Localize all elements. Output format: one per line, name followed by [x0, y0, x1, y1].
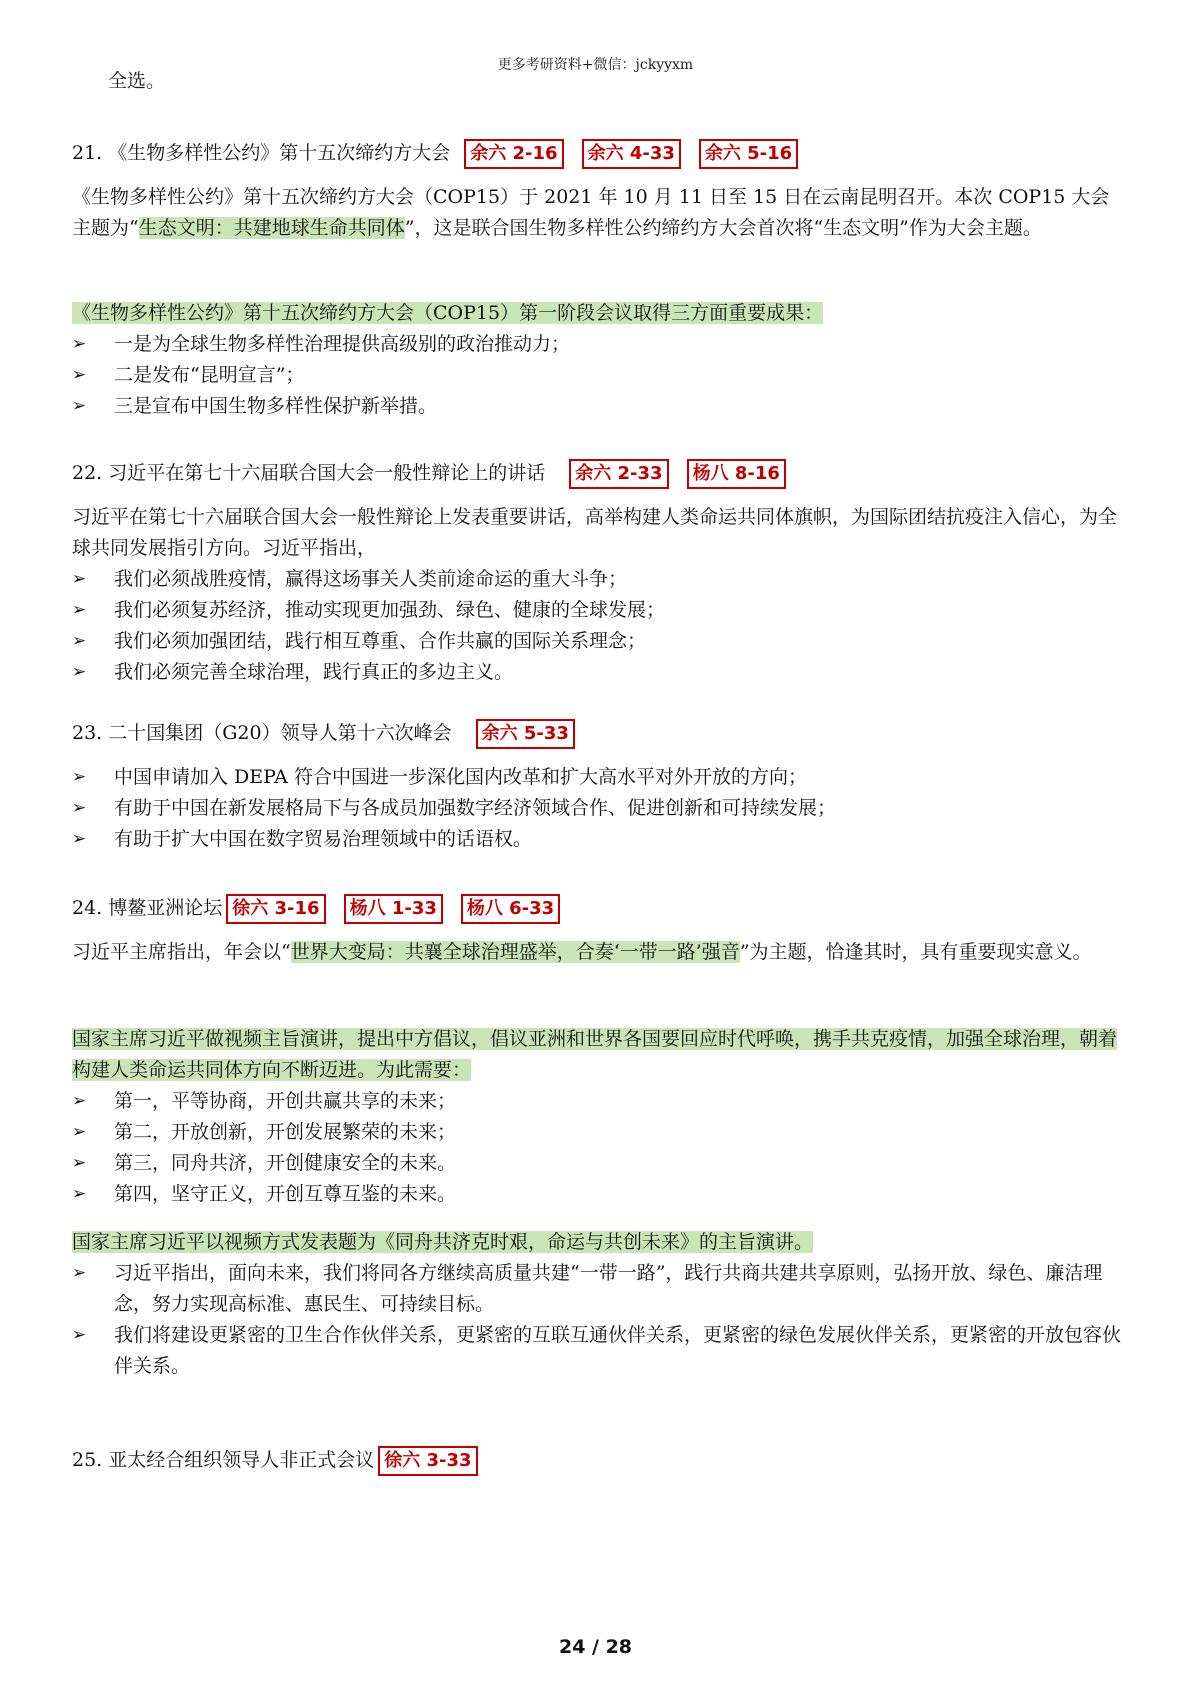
- tag-label: 徐六 3-16: [226, 894, 325, 924]
- section-21-results: [72, 298, 1122, 422]
- highlight-text: 国家主席习近平做视频主旨演讲，提出中方倡议，倡议亚洲和世界各国要回应时代呼唤，携手共克疫情，加强全球治理，朝着构建人类命运共同体方向不断迈进。为此需要：: [72, 1028, 1118, 1081]
- arrow-bullet-icon: ➢: [72, 1263, 87, 1283]
- list-item: ➢ 第四，坚守正义，开创互尊互鉴的未来。: [72, 1179, 1122, 1210]
- tag-label: 杨八 6-33: [461, 894, 560, 924]
- highlight-text: 《生物多样性公约》第十五次缔约方大会（COP15）第一阶段会议取得三方面重要成果：: [72, 302, 824, 324]
- arrow-bullet-icon: ➢: [72, 1153, 87, 1173]
- highlight-text: 生态文明：共建地球生命共同体: [138, 217, 405, 239]
- highlight-text: 世界大变局：共襄全球治理盛举，合奏‘一带一路’强音: [290, 941, 740, 963]
- arrow-bullet-icon: ➢: [72, 396, 87, 416]
- continuation-text: 全选。: [108, 70, 166, 92]
- section-title: 21. 《生物多样性公约》第十五次缔约方大会: [72, 142, 451, 164]
- section-24-speech: [72, 1024, 1122, 1210]
- highlight-text: 国家主席习近平以视频方式发表题为《同舟共济克时艰，命运与共创未来》的主旨演讲。: [72, 1231, 814, 1253]
- list-item: ➢ 我们必须复苏经济，推动实现更加强劲、绿色、健康的全球发展；: [72, 595, 1122, 626]
- section-23-heading: [72, 718, 1122, 749]
- tag-label: 余六 4-33: [582, 139, 681, 169]
- arrow-bullet-icon: ➢: [72, 798, 87, 818]
- list-item: ➢ 有助于扩大中国在数字贸易治理领域中的话语权。: [72, 824, 1122, 855]
- arrow-bullet-icon: ➢: [72, 767, 87, 787]
- arrow-bullet-icon: ➢: [72, 662, 87, 682]
- list-item: ➢ 一是为全球生物多样性治理提供高级别的政治推动力；: [72, 329, 1122, 360]
- section-24-paragraph: 习近平主席指出，年会以“世界大变局：共襄全球治理盛举，合奏‘一带一路’强音”为主题，恰逢其时，具有重要现实意义。: [72, 941, 1092, 963]
- section-21-heading: [72, 138, 1122, 169]
- list-item: ➢ 第三，同舟共济，开创健康安全的未来。: [72, 1148, 1122, 1179]
- page-number: 24 / 28: [558, 1636, 633, 1658]
- arrow-bullet-icon: ➢: [72, 334, 87, 354]
- arrow-bullet-icon: ➢: [72, 829, 87, 849]
- tag-label: 杨八 8-16: [687, 459, 786, 489]
- arrow-bullet-icon: ➢: [72, 631, 87, 651]
- list-item: ➢ 我们必须战胜疫情，赢得这场事关人类前途命运的重大斗争；: [72, 564, 1122, 595]
- arrow-bullet-icon: ➢: [72, 1325, 87, 1345]
- arrow-bullet-icon: ➢: [72, 365, 87, 385]
- section-22-body: 习近平在第七十六届联合国大会一般性辩论上发表重要讲话，高举构建人类命运共同体旗帜，为国际团结抗疫注入信心，为全球共同发展指引方向。习近平指出， ➢ 我们必须战胜疫情，赢得这场事关人类前途命运的重大斗争； ➢ 我们必须复苏经济，推动实现更加强劲、绿色、健康的全球发展； ➢ 我们必须加强团结，践行相互尊重、合作共赢的国际关系理念； ➢ 我们必须完善全球治理，践行真正的多边主义。: [72, 502, 1122, 688]
- section-title: 23. 二十国集团（G20）领导人第十六次峰会: [72, 722, 452, 744]
- list-item: ➢ 我们必须完善全球治理，践行真正的多边主义。: [72, 657, 1122, 688]
- tag-label: 徐六 3-33: [378, 1446, 477, 1476]
- arrow-bullet-icon: ➢: [72, 1122, 87, 1142]
- page-header: 更多考研资料+微信：jckyyxm: [497, 57, 694, 73]
- list-item: ➢ 有助于中国在新发展格局下与各成员加强数字经济领域合作、促进创新和可持续发展；: [72, 793, 1122, 824]
- section-22-heading: [72, 458, 1122, 489]
- arrow-bullet-icon: ➢: [72, 1091, 87, 1111]
- section-23-body: [72, 762, 1122, 855]
- list-item: ➢ 中国申请加入 DEPA 符合中国进一步深化国内改革和扩大高水平对外开放的方向；: [72, 762, 1122, 793]
- list-item: ➢ 我们必须加强团结，践行相互尊重、合作共赢的国际关系理念；: [72, 626, 1122, 657]
- list-item: ➢ 二是发布“昆明宣言”；: [72, 360, 1122, 391]
- section-title: 25. 亚太经合组织领导人非正式会议: [72, 1449, 375, 1471]
- tag-label: 余六 2-16: [464, 139, 563, 169]
- list-item: ➢ 第二，开放创新，开创发展繁荣的未来；: [72, 1117, 1122, 1148]
- section-25-heading: [72, 1445, 1122, 1476]
- tag-label: 余六 5-33: [476, 719, 575, 749]
- arrow-bullet-icon: ➢: [72, 600, 87, 620]
- arrow-bullet-icon: ➢: [72, 569, 87, 589]
- arrow-bullet-icon: ➢: [72, 1184, 87, 1204]
- section-21-paragraph: 《生物多样性公约》第十五次缔约方大会（COP15）于 2021 年 10 月 11 日至 15 日在云南昆明召开。本次 COP15 大会主题为“生态文明：共建地球生命共同体”，这是联合国生物多样性公约缔约方大会首次将“生态文明”作为大会主题。: [72, 186, 1110, 239]
- list-item: ➢ 三是宣布中国生物多样性保护新举措。: [72, 391, 1122, 422]
- list-item: ➢ 我们将建设更紧密的卫生合作伙伴关系，更紧密的互联互通伙伴关系，更紧密的绿色发展伙伴关系，更紧密的开放包容伙伴关系。: [72, 1320, 1122, 1382]
- tag-label: 余六 5-16: [699, 139, 798, 169]
- list-item: ➢ 习近平指出，面向未来，我们将同各方继续高质量共建“一带一路”，践行共商共建共享原则，弘扬开放、绿色、廉洁理念，努力实现高标准、惠民生、可持续目标。: [72, 1258, 1122, 1320]
- section-title: 22. 习近平在第七十六届联合国大会一般性辩论上的讲话: [72, 462, 546, 484]
- tag-label: 杨八 1-33: [344, 894, 443, 924]
- tag-label: 余六 2-33: [569, 459, 668, 489]
- list-item: ➢ 第一，平等协商，开创共赢共享的未来；: [72, 1086, 1122, 1117]
- section-24-keynote: [72, 1227, 1122, 1382]
- section-title: 24. 博鳌亚洲论坛: [72, 897, 223, 919]
- section-24-heading: [72, 893, 1122, 924]
